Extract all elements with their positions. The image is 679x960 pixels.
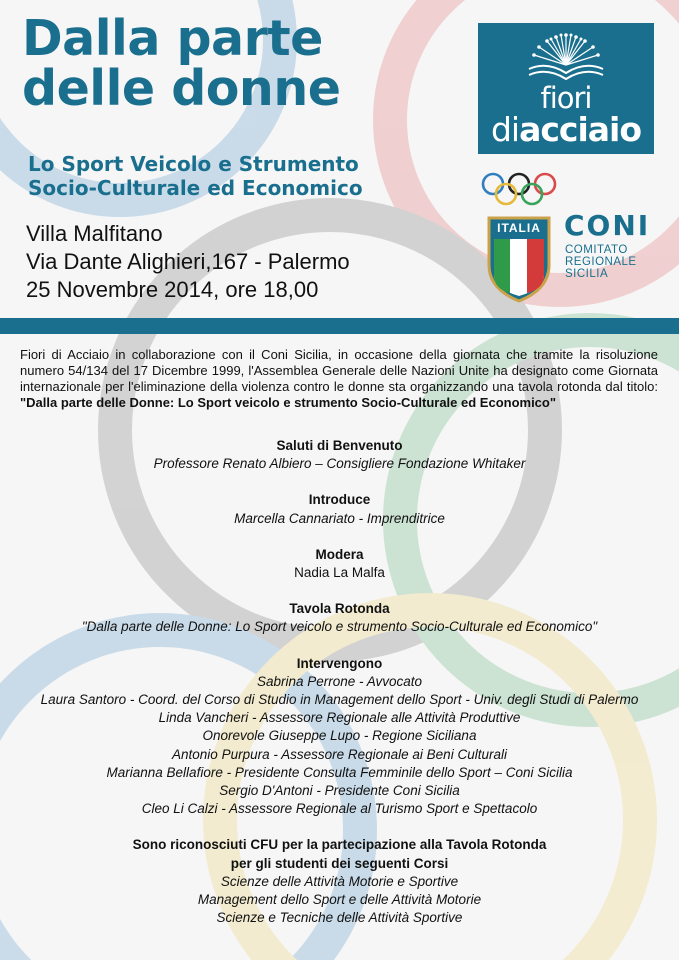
moderator-heading: Modera (315, 546, 364, 562)
course-item: Management dello Sport e delle Attività Motorie (197, 892, 482, 908)
speaker-item: Cleo Li Calzi - Assessore Regionale al Turismo Sport e Spettacolo (141, 801, 538, 817)
venue-address: Via Dante Alighieri,167 - Palermo (26, 249, 350, 274)
title-line-2: delle donne (22, 60, 341, 117)
speakers-heading: Intervengono (296, 655, 383, 671)
fiori-di-acciaio-logo (478, 23, 654, 154)
speaker-item: Sergio D'Antoni - Presidente Coni Sicilia (219, 783, 460, 799)
logo-word-diacciaio (478, 110, 654, 149)
logo-word-di: di (490, 110, 520, 149)
coni-subtitle (565, 244, 637, 280)
subtitle (28, 152, 363, 200)
welcome-heading: Saluti di Benvenuto (276, 438, 403, 453)
speaker-item: Antonio Purpura - Assessore Regionale ai Beni Culturali (172, 746, 507, 762)
introduce-heading: Introduce (308, 492, 371, 508)
cfu-heading-line-2: per gli studenti dei seguenti Corsi (230, 855, 449, 871)
intro-text: Fiori di Acciaio in collaborazione con il Coni Sicilia, in occasione della giornata che tramite la risoluzione numero 54/134 del 17 Dicembre 1999, l'Assemblea Generale delle Nazioni Unite ha designato come Giornata internazionale per l'eliminazione della violenza contro le donne sta organizzando una tavola rotonda dal titolo: (20, 347, 658, 394)
logo-word-acciaio: acciaio (519, 110, 642, 149)
course-item: Scienze e Tecniche delle Attività Sportive (216, 910, 463, 926)
speaker-item: Marianna Bellafiore - Presidente Consulta Femminile dello Sport – Coni Sicilia (106, 764, 573, 780)
speaker-item: Sabrina Perrone - Avvocato (256, 673, 423, 689)
venue-info (26, 220, 350, 304)
shield-label: ITALIA (497, 221, 541, 235)
moderator-person: Nadia La Malfa (294, 565, 385, 581)
speaker-item: Onorevole Giuseppe Lupo - Regione Siciliana (202, 728, 477, 744)
intro-paragraph (20, 347, 658, 411)
coni-title: CONI (564, 209, 651, 242)
coni-sub-line-2: REGIONALE (565, 256, 637, 268)
introduce-person: Marcella Cannariato - Imprenditrice (234, 510, 445, 526)
subtitle-line-2: Socio-Culturale ed Economico (28, 176, 363, 200)
title-line-1: Dalla parte (22, 10, 323, 67)
flower-book-icon (523, 29, 609, 85)
cfu-heading-line-1: Sono riconosciuti CFU per la partecipazione alla Tavola Rotonda (132, 837, 547, 853)
divider-band (0, 318, 679, 334)
coni-sub-line-3: SICILIA (565, 268, 609, 280)
intro-bold-title: "Dalla parte delle Donne: Lo Sport veicolo e strumento Socio-Culturale ed Economico" (20, 395, 557, 410)
speaker-item: Linda Vancheri - Assessore Regionale alle Attività Produttive (158, 710, 521, 726)
logo-word-fiori: fiori (540, 81, 592, 115)
round-table-heading: Tavola Rotonda (289, 601, 390, 617)
page-title (22, 10, 341, 117)
welcome-person: Professore Renato Albiero – Consigliere Fondazione Whitaker (153, 456, 526, 472)
olympic-rings-icon (481, 172, 557, 208)
venue-name: Villa Malfitano (26, 221, 163, 246)
program (0, 437, 679, 927)
speaker-item: Laura Santoro - Coord. del Corso di Studio in Management dello Sport - Univ. degli Studi di Palermo (40, 692, 639, 708)
course-item: Scienze delle Attività Motorie e Sportive (220, 873, 459, 889)
subtitle-line-1: Lo Sport Veicolo e Strumento (28, 152, 359, 176)
round-table-title: "Dalla parte delle Donne: Lo Sport veicolo e strumento Socio-Culturale ed Economico" (81, 619, 598, 635)
event-date: 25 Novembre 2014, ore 18,00 (26, 277, 319, 302)
coni-sub-line-1: COMITATO (565, 244, 628, 256)
